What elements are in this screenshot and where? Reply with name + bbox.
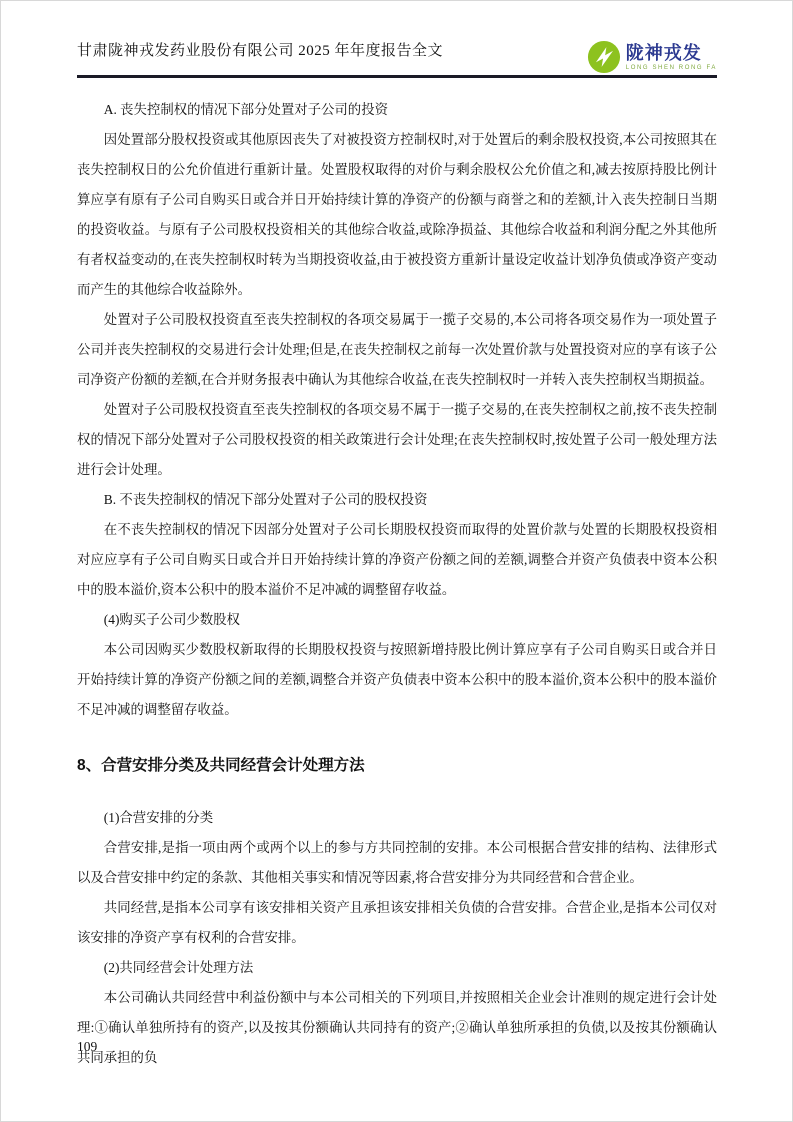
- page-number: 109: [77, 1039, 98, 1054]
- report-header-title: 甘肃陇神戎发药业股份有限公司 2025 年年度报告全文: [77, 43, 444, 59]
- report-body: [77, 95, 717, 1073]
- paragraph: 本公司因购买少数股权新取得的长期股权投资与按照新增持股比例计算应享有子公司自购买日或合并日开始持续计算的净资产份额之间的差额,调整合并资产负债表中资本公积中的股本溢价,资本公积中的股本溢价不足冲减的调整留存收益。: [77, 642, 717, 717]
- paragraph: 共同经营,是指本公司享有该安排相关资产且承担该安排相关负债的合营安排。合营企业,是指本公司仅对该安排的净资产享有权利的合营安排。: [77, 900, 717, 945]
- subheading-2: (2)共同经营会计处理方法: [103, 960, 254, 975]
- logo-name-cn: 陇神戎发: [625, 42, 702, 63]
- subheading-a: A. 丧失控制权的情况下部分处置对子公司的投资: [103, 102, 388, 117]
- subheading-4: (4)购买子公司少数股权: [103, 612, 240, 627]
- paragraph: 本公司确认共同经营中利益份额中与本公司相关的下列项目,并按照相关企业会计准则的规定进行会计处理:①确认单独所持有的资产,以及按其份额确认共同持有的资产;②确认单独所承担的负债,以及按其份额确认共同承担的负: [77, 990, 717, 1065]
- subheading-b: B. 不丧失控制权的情况下部分处置对子公司的股权投资: [103, 492, 428, 507]
- paragraph: 合营安排,是指一项由两个或两个以上的参与方共同控制的安排。本公司根据合营安排的结构、法律形式以及合营安排中约定的条款、其他相关事实和情况等因素,将合营安排分为共同经营和合营企业。: [77, 840, 717, 885]
- page-header: [77, 39, 717, 78]
- logo-text-block: [626, 44, 717, 71]
- paragraph: 处置对子公司股权投资直至丧失控制权的各项交易属于一揽子交易的,本公司将各项交易作为一项处置子公司并丧失控制权的交易进行会计处理;但是,在丧失控制权之前每一次处置价款与处置投资对应的享有该子公司净资产份额的差额,在合并财务报表中确认为其他综合收益,在丧失控制权时一并转入丧失控制权当期损益。: [77, 312, 717, 387]
- subheading-1: (1)合营安排的分类: [103, 810, 214, 825]
- paragraph: 在不丧失控制权的情况下因部分处置对子公司长期股权投资而取得的处置价款与处置的长期股权投资相对应应享有子公司自购买日或合并日开始持续计算的净资产份额之间的差额,调整合并资产负债表中资本公积中的股本溢价,资本公积中的股本溢价不足冲减的调整留存收益。: [77, 522, 717, 597]
- paragraph: 处置对子公司股权投资直至丧失控制权的各项交易不属于一揽子交易的,在丧失控制权之前,按不丧失控制权的情况下部分处置对子公司股权投资的相关政策进行会计处理;在丧失控制权时,按处置子公司一般处理方法进行会计处理。: [77, 402, 717, 477]
- paragraph: 因处置部分股权投资或其他原因丧失了对被投资方控制权时,对于处置后的剩余股权投资,本公司按照其在丧失控制权日的公允价值进行重新计量。处置股权取得的对价与剩余股权公允价值之和,减去按原持股比例计算应享有原有子公司自购买日或合并日开始持续计算的净资产的份额与商誉之和的差额,计入丧失控制日当期的投资收益。与原有子公司股权投资相关的其他综合收益,或除净损益、其他综合收益和利润分配之外其他所有者权益变动的,在丧失控制权时转为当期投资收益,由于被投资方重新计量设定收益计划净负债或净资产变动而产生的其他综合收益除外。: [77, 132, 717, 297]
- logo-mark-icon: [587, 40, 621, 74]
- logo-name-en: LONG SHEN RONG FA: [625, 64, 717, 71]
- header-rule-divider: [77, 75, 717, 78]
- company-logo: [587, 40, 717, 74]
- section-heading-8: 8、合营安排分类及共同经营会计处理方法: [77, 757, 365, 774]
